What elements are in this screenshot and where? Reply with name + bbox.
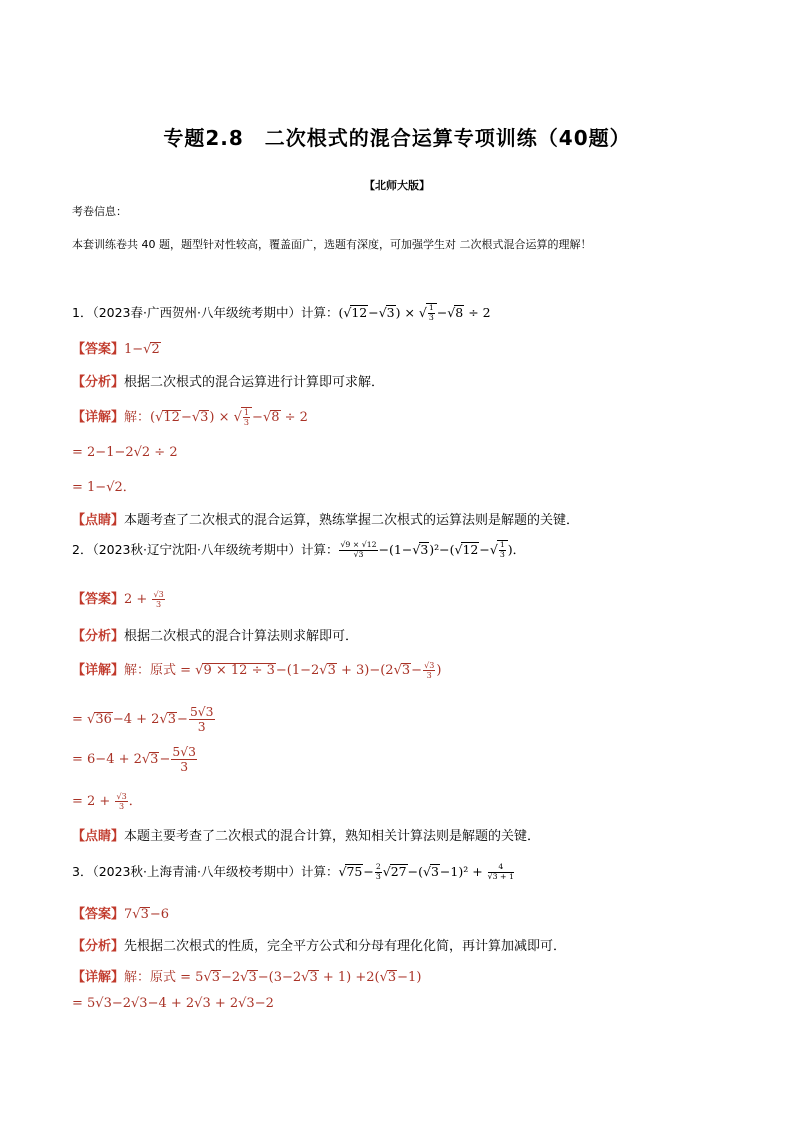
analysis-tag: 【分析】 bbox=[72, 375, 125, 390]
detail-tag: 【详解】 bbox=[72, 663, 125, 678]
problem-1-statement bbox=[72, 303, 491, 323]
answer-value: 1−√2 bbox=[124, 342, 160, 357]
solution-step: = 1−√2． bbox=[72, 480, 136, 495]
problem-expression: √75− $\frac{2}{3}$ √27−(√3−1)² + $\frac{4}{√3 + 1}$ bbox=[338, 862, 514, 881]
analysis-tag: 【分析】 bbox=[72, 629, 125, 644]
detail-tag: 【详解】 bbox=[72, 970, 125, 985]
solution-step: = 2 + $\frac{√3}{3}$ ． bbox=[72, 791, 142, 811]
page-title: 专题2.8 二次根式的混合运算专项训练（40题） bbox=[163, 126, 631, 150]
detail-prefix: 解：原式 = bbox=[124, 663, 192, 678]
answer-value: 2 + $\frac{√3}{3}$ bbox=[124, 589, 164, 609]
comment-tag: 【点睛】 bbox=[72, 829, 125, 844]
detail-expression: √9 × 12 ÷ 3−(1−2√3 + 3)−(2√3− $\frac{√3}{3}$ ) bbox=[191, 660, 442, 680]
solution-step: = 2−1−2√2 ÷ 2 bbox=[72, 445, 178, 460]
analysis-row bbox=[72, 935, 566, 954]
detail-tag: 【详解】 bbox=[72, 410, 125, 425]
comment-text: 本题考查了二次根式的混合运算，熟练掌握二次根式的运算法则是解题的关键． bbox=[124, 513, 580, 528]
detail-expression: (√12−√3) × √ $\frac{1}{3}$ −√8 ÷ 2 bbox=[150, 407, 308, 427]
comment-row bbox=[72, 825, 540, 844]
problem-expression: $\frac{√9 \times √12}{√3}$ −(1−√3)²−(√12−√ $\frac{1}{3}$ )． bbox=[340, 540, 526, 559]
answer-tag: 【答案】 bbox=[72, 342, 125, 357]
answer-value: 7√3−6 bbox=[124, 907, 170, 922]
problem-2-statement bbox=[72, 540, 525, 560]
analysis-text: 先根据二次根式的性质，完全平方公式和分母有理化化简，再计算加减即可． bbox=[124, 939, 567, 954]
edition-label: 【北师大版】 bbox=[364, 179, 430, 192]
analysis-tag: 【分析】 bbox=[72, 939, 125, 954]
solution-step: = 5√3−2√3−4 + 2√3 + 2√3−2 bbox=[72, 996, 274, 1011]
detail-row bbox=[72, 406, 308, 427]
problem-number: 2． bbox=[72, 542, 93, 557]
analysis-row bbox=[72, 371, 384, 390]
problem-source: （2023秋·上海青浦·八年级校考期中）计算： bbox=[92, 864, 339, 879]
answer-row bbox=[72, 903, 169, 922]
answer-tag: 【答案】 bbox=[72, 592, 125, 607]
comment-row bbox=[72, 509, 579, 528]
exam-info-description: 本套训练卷共 40 题，题型针对性较高，覆盖面广，选题有深度，可加强学生对 二次根式混合运算的理解！ bbox=[72, 238, 592, 251]
answer-row bbox=[72, 588, 166, 609]
detail-row bbox=[72, 966, 421, 985]
analysis-row bbox=[72, 625, 358, 644]
detail-prefix: 解： bbox=[124, 410, 151, 425]
detail-expression: 5√3−2√3−(3−2√3 + 1) +2(√3−1) bbox=[191, 970, 422, 985]
problem-expression: (√12−√3) × √ $\frac{1}{3}$ −√8 ÷ 2 bbox=[338, 303, 491, 322]
problem-number: 1． bbox=[72, 305, 93, 320]
answer-tag: 【答案】 bbox=[72, 907, 125, 922]
analysis-text: 根据二次根式的混合运算进行计算即可求解． bbox=[124, 375, 385, 390]
solution-step: = 6−4 + 2√3− $\frac{5√3}{3}$ bbox=[72, 745, 196, 775]
analysis-text: 根据二次根式的混合计算法则求解即可． bbox=[124, 629, 359, 644]
problem-3-statement bbox=[72, 862, 515, 882]
answer-row bbox=[72, 338, 161, 357]
comment-text: 本题主要考查了二次根式的混合计算，熟知相关计算法则是解题的关键． bbox=[124, 829, 541, 844]
problem-number: 3． bbox=[72, 864, 93, 879]
problem-source: （2023秋·辽宁沈阳·八年级统考期中）计算： bbox=[92, 542, 339, 557]
problem-source: （2023春·广西贺州·八年级统考期中）计算： bbox=[92, 305, 339, 320]
detail-row bbox=[72, 659, 441, 680]
exam-info-label: 考卷信息： bbox=[72, 205, 127, 218]
comment-tag: 【点睛】 bbox=[72, 513, 125, 528]
solution-step: = √36−4 + 2√3− $\frac{5√3}{3}$ bbox=[72, 705, 214, 735]
detail-prefix: 解：原式 = bbox=[124, 970, 192, 985]
